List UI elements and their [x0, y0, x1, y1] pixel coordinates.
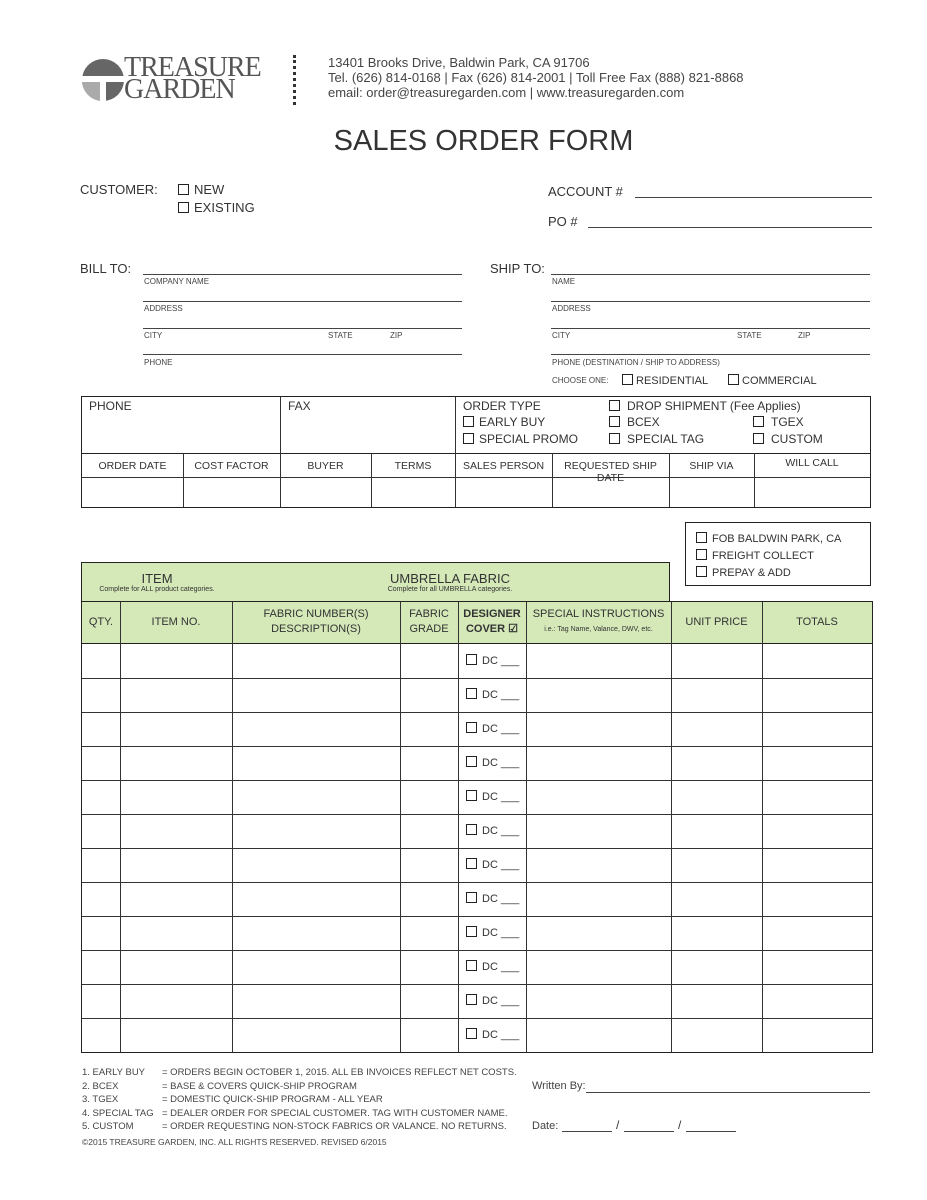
table-cell[interactable]	[120, 848, 232, 882]
table-cell[interactable]	[671, 644, 762, 678]
copyright: ©2015 TREASURE GARDEN, INC. ALL RIGHTS RESERVED. REVISED 6/2015	[82, 1137, 387, 1147]
table-row	[82, 950, 872, 984]
note-code: 3. TGEX	[82, 1094, 119, 1106]
table-cell[interactable]	[671, 678, 762, 712]
fax-label: FAX	[288, 399, 311, 413]
table-cell[interactable]	[82, 814, 120, 848]
designer-cover-checkbox[interactable]	[466, 688, 519, 701]
designer-cover-checkbox[interactable]	[466, 790, 519, 803]
table-cell[interactable]	[458, 1018, 526, 1052]
note-code: 5. CUSTOM	[82, 1121, 134, 1133]
table-cell[interactable]	[458, 814, 526, 848]
dc-checkbox-icon[interactable]	[466, 722, 477, 733]
table-row	[82, 780, 872, 814]
logo-divider	[293, 55, 296, 105]
table-cell[interactable]	[526, 712, 671, 746]
dc-label: DC ___	[482, 655, 520, 667]
commercial-option[interactable]: COMMERCIAL	[728, 374, 817, 387]
po-field[interactable]	[588, 227, 872, 228]
special-promo-checkbox[interactable]	[463, 433, 474, 444]
commercial-checkbox[interactable]	[728, 374, 739, 385]
table-cell[interactable]	[400, 644, 458, 678]
bill-company-field[interactable]	[143, 274, 462, 275]
phone-label: PHONE	[89, 399, 132, 413]
page-title: SALES ORDER FORM	[333, 125, 634, 157]
table-cell[interactable]	[526, 746, 671, 780]
po-label: PO #	[548, 214, 578, 229]
table-cell[interactable]	[762, 882, 872, 916]
table-row	[82, 848, 872, 882]
ship-zip-caption: ZIP	[798, 331, 811, 340]
table-cell[interactable]	[232, 814, 400, 848]
table-cell[interactable]	[526, 882, 671, 916]
dc-label: DC ___	[482, 893, 520, 905]
residential-option[interactable]: RESIDENTIAL	[622, 374, 708, 387]
grid-column-header	[120, 615, 232, 630]
table-cell[interactable]	[232, 644, 400, 678]
ship-city-field[interactable]	[551, 328, 870, 329]
date-year-field[interactable]	[686, 1131, 736, 1132]
table-cell[interactable]	[400, 1018, 458, 1052]
fabric-group-header: UMBRELLA FABRIC Complete for all UMBRELLA categories.	[231, 562, 670, 602]
table-cell[interactable]	[232, 746, 400, 780]
table-cell[interactable]	[82, 780, 120, 814]
order-info-input-cell[interactable]	[371, 478, 455, 507]
logo-text-line1: TREASURE	[124, 52, 261, 83]
table-cell[interactable]	[82, 950, 120, 984]
ship-name-caption: NAME	[552, 277, 576, 286]
date-separator-1: /	[616, 1118, 620, 1132]
special-promo-option[interactable]: SPECIAL PROMO	[463, 432, 578, 446]
order-items-grid	[81, 601, 873, 1053]
fob-checkbox[interactable]	[696, 532, 707, 543]
dc-checkbox-icon[interactable]	[466, 790, 477, 801]
dc-label: DC ___	[482, 1029, 520, 1041]
table-cell[interactable]	[458, 712, 526, 746]
table-cell[interactable]	[82, 644, 120, 678]
ship-address-field[interactable]	[551, 301, 870, 302]
table-cell[interactable]	[458, 984, 526, 1018]
header-text: GRADE	[409, 623, 449, 635]
table-cell[interactable]	[671, 814, 762, 848]
bill-address-field[interactable]	[143, 301, 462, 302]
drop-shipment-checkbox[interactable]	[609, 400, 620, 411]
designer-cover-checkbox[interactable]	[466, 858, 519, 871]
table-cell[interactable]	[762, 814, 872, 848]
table-cell[interactable]	[232, 984, 400, 1018]
table-cell[interactable]	[526, 644, 671, 678]
ship-phone-field[interactable]	[551, 354, 870, 355]
grid-column-header	[671, 615, 762, 630]
table-cell[interactable]	[232, 678, 400, 712]
designer-cover-checkbox[interactable]	[466, 926, 519, 939]
table-cell[interactable]	[762, 1018, 872, 1052]
early-buy-option[interactable]: EARLY BUY	[463, 415, 545, 429]
company-phones: Tel. (626) 814-0168 | Fax (626) 814-2001 | Toll Free Fax (888) 821-8868	[328, 70, 744, 85]
table-cell[interactable]	[400, 984, 458, 1018]
header-text: ITEM NO.	[151, 616, 201, 628]
date-label: Date:	[532, 1120, 559, 1132]
written-by-label: Written By:	[532, 1080, 586, 1092]
table-cell[interactable]	[120, 712, 232, 746]
table-cell[interactable]	[762, 712, 872, 746]
table-cell[interactable]	[762, 780, 872, 814]
header-text: UNIT PRICE	[685, 616, 748, 628]
dc-checkbox-icon[interactable]	[466, 756, 477, 767]
footer-note	[82, 1093, 517, 1107]
table-cell[interactable]	[232, 1018, 400, 1052]
table-cell[interactable]	[458, 644, 526, 678]
table-cell[interactable]	[120, 1018, 232, 1052]
order-info-input-cell[interactable]	[82, 478, 183, 507]
dc-label: DC ___	[482, 791, 520, 803]
bill-city-field[interactable]	[143, 328, 462, 329]
table-cell[interactable]	[762, 916, 872, 950]
table-cell[interactable]	[458, 746, 526, 780]
company-address: 13401 Brooks Drive, Baldwin Park, CA 91706	[328, 55, 590, 70]
table-row	[82, 1018, 872, 1052]
grid-column-header	[762, 615, 872, 630]
designer-cover-checkbox[interactable]	[466, 722, 519, 735]
custom-option[interactable]: CUSTOM	[753, 432, 823, 446]
footer-note	[82, 1107, 517, 1121]
logo-text-line2: GARDEN	[124, 74, 235, 105]
choose-one-label: CHOOSE ONE:	[552, 376, 609, 385]
dc-checkbox-icon[interactable]	[466, 654, 477, 665]
table-cell[interactable]	[120, 882, 232, 916]
item-group-header: ITEM Complete for ALL product categories.	[81, 562, 233, 602]
tgex-checkbox[interactable]	[753, 416, 764, 427]
table-cell[interactable]	[82, 1018, 120, 1052]
note-text: = ORDERS BEGIN OCTOBER 1, 2015. ALL EB INVOICES REFLECT NET COSTS.	[162, 1067, 517, 1078]
bcex-option[interactable]: BCEX	[609, 415, 660, 429]
order-info-input-cell[interactable]	[754, 478, 870, 507]
table-cell[interactable]	[82, 712, 120, 746]
table-cell[interactable]	[400, 916, 458, 950]
dc-checkbox-icon[interactable]	[466, 960, 477, 971]
table-row	[82, 984, 872, 1018]
ship-phone-caption: PHONE (DESTINATION / SHIP TO ADDRESS)	[552, 358, 720, 367]
table-cell[interactable]	[762, 746, 872, 780]
table-cell[interactable]	[458, 678, 526, 712]
note-text: = BASE & COVERS QUICK-SHIP PROGRAM	[162, 1080, 357, 1092]
company-contact: email: order@treasuregarden.com | www.treasuregarden.com	[328, 85, 685, 100]
drop-shipment-option[interactable]: DROP SHIPMENT (Fee Applies)	[609, 399, 801, 413]
ship-address-caption: ADDRESS	[552, 304, 591, 313]
table-cell[interactable]	[82, 916, 120, 950]
bill-phone-field[interactable]	[143, 354, 462, 355]
table-cell[interactable]	[762, 984, 872, 1018]
header-text: FABRIC NUMBER(S)	[263, 608, 369, 620]
written-by-field[interactable]	[586, 1092, 870, 1093]
table-cell[interactable]	[400, 678, 458, 712]
shipping-method-box	[685, 522, 871, 586]
table-cell[interactable]	[120, 984, 232, 1018]
table-cell[interactable]	[526, 984, 671, 1018]
table-cell[interactable]	[671, 916, 762, 950]
prepay-option[interactable]: PREPAY & ADD	[696, 566, 791, 579]
table-cell[interactable]	[400, 882, 458, 916]
designer-cover-checkbox[interactable]	[466, 654, 519, 667]
fob-option[interactable]: FOB BALDWIN PARK, CA	[696, 532, 841, 545]
header-text: DESIGNER	[463, 608, 521, 620]
freight-collect-checkbox[interactable]	[696, 549, 707, 560]
table-cell[interactable]	[400, 950, 458, 984]
table-cell[interactable]	[762, 678, 872, 712]
header-text: FABRIC	[409, 608, 449, 620]
table-cell[interactable]	[526, 780, 671, 814]
table-row	[82, 678, 872, 712]
table-row	[82, 882, 872, 916]
table-cell[interactable]	[762, 848, 872, 882]
header-text: i.e.: Tag Name, Valance, DWV, etc.	[544, 626, 653, 633]
prepay-checkbox[interactable]	[696, 566, 707, 577]
ship-state-caption: STATE	[737, 331, 762, 340]
early-buy-checkbox[interactable]	[463, 416, 474, 427]
customer-existing-option[interactable]: EXISTING	[178, 200, 255, 215]
company-logo	[80, 52, 275, 105]
tgex-option[interactable]: TGEX	[753, 415, 804, 429]
new-checkbox[interactable]	[178, 184, 189, 195]
dc-checkbox-icon[interactable]	[466, 1028, 477, 1039]
order-info-col-header: REQUESTED SHIP DATE	[564, 460, 657, 484]
dc-label: DC ___	[482, 961, 520, 973]
footer-notes	[82, 1066, 517, 1134]
dc-label: DC ___	[482, 995, 520, 1007]
table-cell[interactable]	[232, 780, 400, 814]
dc-label: DC ___	[482, 927, 520, 939]
header-text: DESCRIPTION(S)	[271, 623, 361, 635]
bill-city-caption: CITY	[144, 331, 163, 340]
order-info-col-header: BUYER	[307, 460, 344, 472]
table-cell[interactable]	[400, 848, 458, 882]
table-cell[interactable]	[526, 848, 671, 882]
designer-cover-checkbox[interactable]	[466, 756, 519, 769]
table-cell[interactable]	[458, 882, 526, 916]
customer-new-option[interactable]: NEW	[178, 182, 224, 197]
table-cell[interactable]	[232, 848, 400, 882]
grid-column-header	[526, 607, 671, 637]
date-day-field[interactable]	[624, 1131, 674, 1132]
order-info-col-header: SHIP VIA	[689, 460, 734, 472]
note-text: = DEALER ORDER FOR SPECIAL CUSTOMER. TAG WITH CUSTOMER NAME.	[162, 1107, 508, 1119]
footer-note	[82, 1066, 517, 1080]
dc-checkbox-icon[interactable]	[466, 994, 477, 1005]
order-info-input-cell[interactable]	[280, 478, 371, 507]
note-code: 1. EARLY BUY	[82, 1067, 146, 1078]
grid-column-header	[458, 607, 526, 637]
date-month-field[interactable]	[562, 1131, 612, 1132]
table-cell[interactable]	[762, 644, 872, 678]
bill-zip-caption: ZIP	[390, 331, 403, 340]
table-cell[interactable]	[526, 1018, 671, 1052]
table-cell[interactable]	[120, 746, 232, 780]
table-cell[interactable]	[458, 848, 526, 882]
table-cell[interactable]	[120, 950, 232, 984]
note-text: = ORDER REQUESTING NON-STOCK FABRICS OR VALANCE. NO RETURNS.	[162, 1121, 507, 1133]
header-text: COVER ☑	[465, 623, 519, 635]
table-cell[interactable]	[400, 780, 458, 814]
table-cell[interactable]	[400, 746, 458, 780]
dc-label: DC ___	[482, 757, 520, 769]
designer-cover-checkbox[interactable]	[466, 1028, 519, 1041]
dc-label: DC ___	[482, 859, 520, 871]
ship-city-caption: CITY	[552, 331, 571, 340]
table-cell[interactable]	[671, 882, 762, 916]
header-text: SPECIAL INSTRUCTIONS	[532, 608, 665, 620]
bill-to-label: BILL TO:	[80, 261, 132, 276]
order-info-input-cell[interactable]	[455, 478, 552, 507]
table-cell[interactable]	[120, 780, 232, 814]
bill-state-caption: STATE	[328, 331, 353, 340]
bill-phone-caption: PHONE	[144, 358, 173, 367]
order-info-input-cell[interactable]	[669, 478, 754, 507]
ship-name-field[interactable]	[551, 274, 870, 275]
freight-collect-option[interactable]: FREIGHT COLLECT	[696, 549, 814, 562]
table-cell[interactable]	[526, 678, 671, 712]
order-info-col-header: WILL CALL	[785, 457, 839, 469]
note-code: 4. SPECIAL TAG	[82, 1107, 154, 1119]
residential-checkbox[interactable]	[622, 374, 633, 385]
footer-note	[82, 1080, 517, 1094]
order-info-input-cell[interactable]	[552, 478, 669, 507]
table-cell[interactable]	[458, 916, 526, 950]
dc-checkbox-icon[interactable]	[466, 926, 477, 937]
grid-column-header	[82, 615, 120, 630]
table-cell[interactable]	[671, 780, 762, 814]
special-tag-checkbox[interactable]	[609, 433, 620, 444]
grid-column-header	[232, 607, 400, 637]
table-cell[interactable]	[232, 712, 400, 746]
table-row	[82, 644, 872, 678]
footer-note	[82, 1120, 517, 1134]
bcex-checkbox[interactable]	[609, 416, 620, 427]
grid-column-header	[400, 607, 458, 637]
order-info-col-header: COST FACTOR	[194, 460, 269, 472]
dc-checkbox-icon[interactable]	[466, 892, 477, 903]
existing-checkbox[interactable]	[178, 202, 189, 213]
header-text: QTY.	[88, 616, 114, 628]
table-cell[interactable]	[762, 950, 872, 984]
header-text: TOTALS	[796, 616, 838, 628]
order-info-box	[81, 396, 871, 508]
order-type-label: ORDER TYPE	[463, 399, 541, 413]
special-tag-option[interactable]: SPECIAL TAG	[609, 432, 704, 446]
table-row	[82, 746, 872, 780]
table-row	[82, 814, 872, 848]
table-cell[interactable]	[671, 712, 762, 746]
date-separator-2: /	[678, 1118, 682, 1132]
dc-checkbox-icon[interactable]	[466, 858, 477, 869]
designer-cover-checkbox[interactable]	[466, 824, 519, 837]
table-row	[82, 712, 872, 746]
table-cell[interactable]	[82, 984, 120, 1018]
dc-checkbox-icon[interactable]	[466, 824, 477, 835]
order-info-col-header: SALES PERSON	[462, 460, 545, 472]
custom-checkbox[interactable]	[753, 433, 764, 444]
account-field[interactable]	[635, 197, 872, 198]
table-cell[interactable]	[671, 984, 762, 1018]
order-info-input-cell[interactable]	[183, 478, 280, 507]
table-cell[interactable]	[526, 814, 671, 848]
ship-to-label: SHIP TO:	[490, 261, 545, 276]
table-cell[interactable]	[671, 1018, 762, 1052]
table-cell[interactable]	[82, 848, 120, 882]
bill-company-caption: COMPANY NAME	[144, 277, 210, 286]
designer-cover-checkbox[interactable]	[466, 892, 519, 905]
table-cell[interactable]	[232, 916, 400, 950]
note-text: = DOMESTIC QUICK-SHIP PROGRAM - ALL YEAR	[162, 1094, 383, 1106]
dc-label: DC ___	[482, 825, 520, 837]
table-cell[interactable]	[120, 678, 232, 712]
table-cell[interactable]	[120, 814, 232, 848]
order-info-col-header: TERMS	[394, 460, 432, 472]
table-cell[interactable]	[671, 746, 762, 780]
table-cell[interactable]	[671, 950, 762, 984]
table-cell[interactable]	[671, 848, 762, 882]
table-cell[interactable]	[120, 916, 232, 950]
table-cell[interactable]	[400, 814, 458, 848]
logo-emblem-icon	[80, 57, 126, 103]
table-cell[interactable]	[82, 746, 120, 780]
table-cell[interactable]	[232, 950, 400, 984]
table-cell[interactable]	[458, 950, 526, 984]
dc-label: DC ___	[482, 723, 520, 735]
bill-address-caption: ADDRESS	[144, 304, 183, 313]
designer-cover-checkbox[interactable]	[466, 960, 519, 973]
table-cell[interactable]	[526, 950, 671, 984]
table-cell[interactable]	[400, 712, 458, 746]
dc-checkbox-icon[interactable]	[466, 688, 477, 699]
table-cell[interactable]	[526, 916, 671, 950]
order-info-col-header: ORDER DATE	[98, 460, 167, 472]
table-cell[interactable]	[458, 780, 526, 814]
table-cell[interactable]	[82, 678, 120, 712]
table-cell[interactable]	[120, 644, 232, 678]
note-code: 2. BCEX	[82, 1080, 119, 1092]
dc-label: DC ___	[482, 689, 520, 701]
table-cell[interactable]	[232, 882, 400, 916]
table-row	[82, 916, 872, 950]
customer-label: CUSTOMER:	[80, 182, 158, 197]
table-cell[interactable]	[82, 882, 120, 916]
account-label: ACCOUNT #	[548, 184, 623, 199]
designer-cover-checkbox[interactable]	[466, 994, 519, 1007]
